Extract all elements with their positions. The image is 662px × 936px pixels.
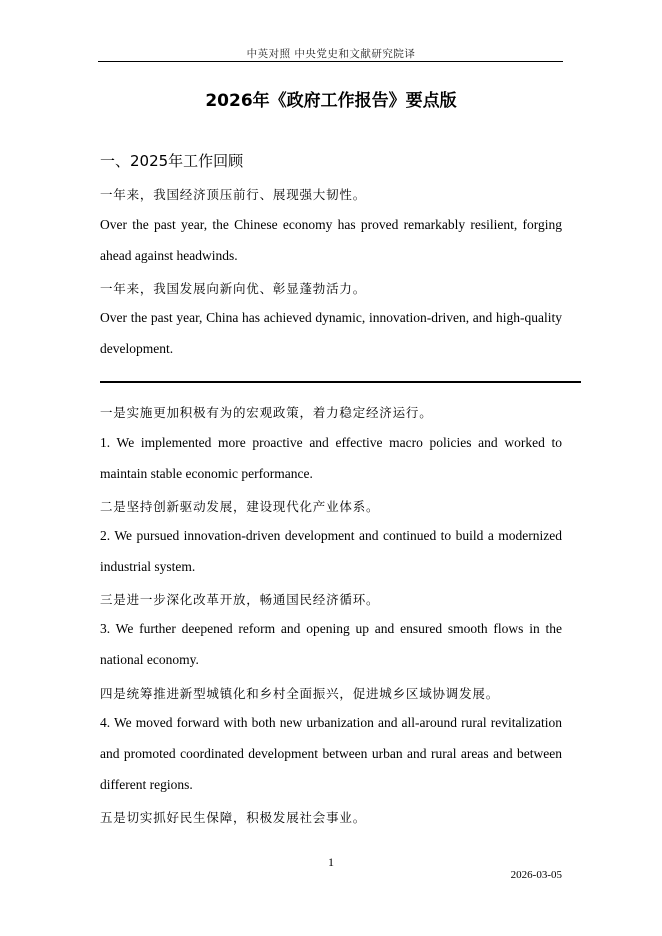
list-item-en-line: 3. We further deepened reform and opening up and ensured smooth flows in the: [100, 621, 562, 636]
list-item-en-line: industrial system.: [100, 559, 196, 574]
list-item-en-line: national economy.: [100, 652, 199, 667]
list-item-cn: 五是切实抓好民生保障，积极发展社会事业。: [100, 810, 367, 825]
paragraph-en-line: Over the past year, the Chinese economy has proved remarkably resilient, forging: [100, 217, 562, 232]
list-item-en-line: maintain stable economic performance.: [100, 466, 313, 481]
paragraph-en: [100, 209, 562, 271]
list-item-en-line: 1. We implemented more proactive and effective macro policies and worked to: [100, 435, 562, 450]
paragraph-en: [100, 302, 562, 364]
list-item-en: [100, 707, 562, 800]
list-item-cn: 四是统筹推进新型城镇化和乡村全面振兴，促进城乡区域协调发展。: [100, 686, 500, 701]
list-item-en: [100, 427, 562, 489]
paragraph-en-line: ahead against headwinds.: [100, 248, 238, 263]
paragraph-cn: 一年来，我国发展向新向优、彰显蓬勃活力。: [100, 281, 367, 296]
document-title: 2026年《政府工作报告》要点版: [205, 91, 457, 111]
section-title: 一、2025年工作回顾: [100, 152, 244, 170]
list-item-en-line: and promoted coordinated development between urban and rural areas and between: [100, 746, 562, 761]
list-item-cn: 二是坚持创新驱动发展，建设现代化产业体系。: [100, 499, 380, 514]
page-header: 中英对照 中央党史和文献研究院译: [246, 48, 416, 60]
list-item-cn: 一是实施更加积极有为的宏观政策，着力稳定经济运行。: [100, 405, 433, 420]
list-item-en-line: different regions.: [100, 777, 193, 792]
footer-date: 2026-03-05: [510, 869, 562, 881]
page-number: 1: [328, 855, 334, 869]
header-rule: [98, 61, 563, 62]
paragraph-en-line: development.: [100, 341, 174, 356]
section-divider: [100, 381, 581, 383]
list-item-en: [100, 613, 562, 675]
list-item-en: [100, 520, 562, 582]
list-item-en-line: 4. We moved forward with both new urbanization and all-around rural revitalization: [100, 715, 562, 730]
list-item-en-line: 2. We pursued innovation-driven development and continued to build a modernized: [100, 528, 562, 543]
paragraph-en-line: Over the past year, China has achieved dynamic, innovation-driven, and high-quality: [100, 310, 562, 325]
list-item-cn: 三是进一步深化改革开放，畅通国民经济循环。: [100, 592, 380, 607]
paragraph-cn: 一年来，我国经济顶压前行、展现强大韧性。: [100, 187, 367, 202]
